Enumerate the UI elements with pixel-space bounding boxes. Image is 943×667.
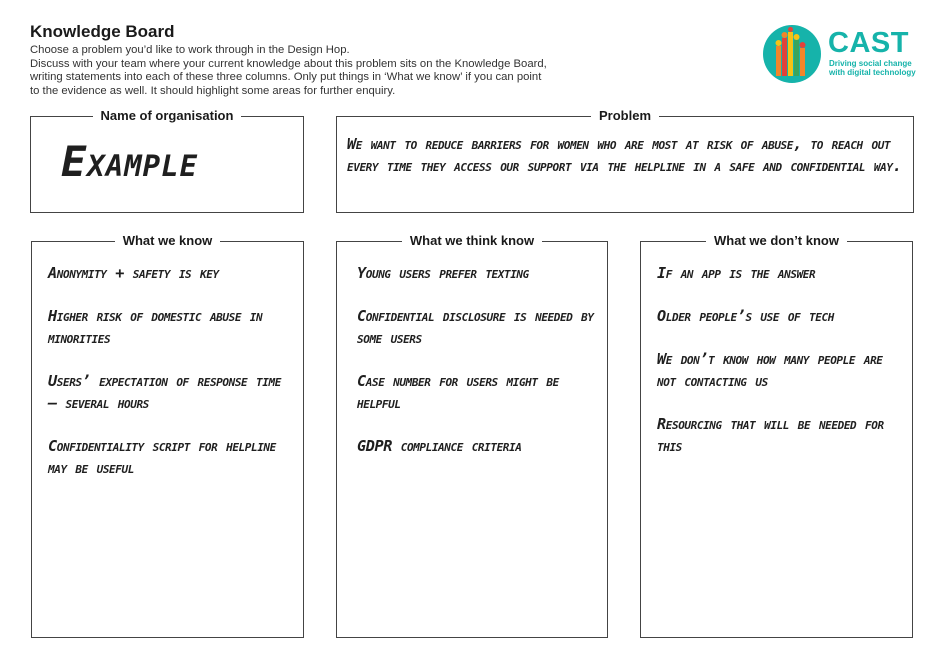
problem-label: Problem — [591, 108, 659, 123]
cast-logo-icon — [762, 24, 822, 84]
column-what-we-think-know — [336, 233, 608, 638]
list-item: Resourcing that will be needed for this — [657, 415, 884, 455]
column-heading: What we know — [115, 233, 221, 248]
list-item: Older people’s use of tech — [657, 307, 834, 325]
logo-tagline — [829, 59, 929, 77]
organisation-value: Example — [61, 137, 199, 186]
list-item: If an app is the answer — [657, 264, 816, 282]
list-item: Confidentiality script for helpline may be useful — [48, 437, 276, 477]
organisation-panel — [30, 108, 304, 213]
list-item: Case number for users might be helpful — [357, 372, 559, 412]
cast-logo — [762, 24, 922, 84]
intro-line-1: Choose a problem you’d like to work through in the Design Hop. — [30, 44, 350, 56]
problem-statement: We want to reduce barriers for women who are most at risk of abuse, to reach out every time they access our support via the helpline in a safe and confidential way. — [347, 135, 902, 175]
column-what-we-know — [31, 233, 304, 638]
list-item: Higher risk of domestic abuse in minorities — [48, 307, 263, 347]
list-item: Anonymity + safety is key — [48, 264, 219, 282]
logo-tagline-line-1: Driving social change — [829, 59, 912, 68]
column-what-we-dont-know — [640, 233, 913, 638]
think-know-list — [357, 262, 599, 478]
list-item: Confidential disclosure is needed by some users — [357, 307, 594, 347]
page-title: Knowledge Board — [30, 22, 175, 41]
intro-text — [30, 44, 550, 98]
logo-tagline-line-2: with digital technology — [829, 68, 916, 77]
list-item: GDPR compliance criteria — [357, 437, 522, 455]
column-heading: What we think know — [402, 233, 542, 248]
problem-panel — [336, 108, 914, 213]
logo-wordmark: CAST — [828, 27, 909, 59]
column-heading: What we don’t know — [706, 233, 847, 248]
know-list — [48, 262, 295, 500]
organisation-label: Name of organisation — [93, 108, 242, 123]
intro-line-2: Discuss with your team where your current knowledge about this problem sits on the Knowledge Board, writing statements into each of these three columns. Only put things in ‘What we know’ if you can point to the evidence as well. It should highlight some areas for further enquiry. — [30, 57, 547, 97]
list-item: We don’t know how many people are not contacting us — [657, 350, 883, 390]
list-item: Users’ expectation of response time – several hours — [48, 372, 281, 412]
list-item: Young users prefer texting — [357, 264, 529, 282]
dont-know-list — [657, 262, 904, 478]
